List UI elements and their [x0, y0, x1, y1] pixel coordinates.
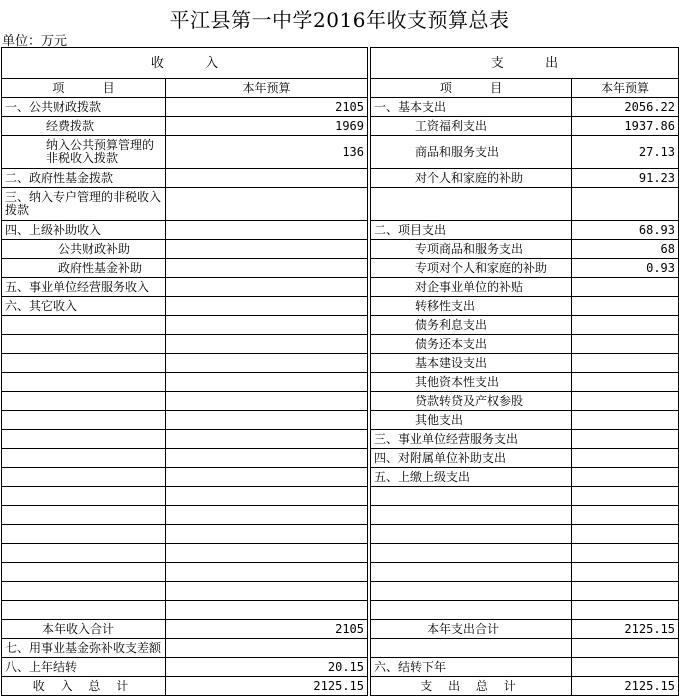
income-budget-header: 本年预算 — [166, 79, 368, 98]
expense-item: 转移性支出 — [371, 297, 572, 316]
income-header: 收 入 — [2, 48, 368, 79]
expense-value: 91.23 — [572, 169, 679, 188]
expense-item: 五、上缴上级支出 — [371, 468, 572, 487]
table-row — [2, 639, 679, 658]
unit-label: 单位：万元 — [2, 34, 68, 49]
expense-value: 2125.15 — [572, 677, 679, 696]
table-row — [2, 373, 679, 392]
expense-item: 贷款转贷及产权参股 — [371, 392, 572, 411]
table-row — [2, 544, 679, 563]
income-value: 1969 — [166, 117, 368, 136]
expense-value — [572, 582, 679, 601]
expense-item: 二、项目支出 — [371, 221, 572, 240]
table-row — [2, 658, 679, 677]
income-value — [166, 411, 368, 430]
income-item — [2, 563, 166, 582]
expense-value — [572, 188, 679, 221]
column-header-row — [2, 79, 679, 98]
income-value: 2125.15 — [166, 677, 368, 696]
expense-item — [371, 582, 572, 601]
expense-value — [572, 297, 679, 316]
expense-item — [371, 601, 572, 620]
expense-item — [371, 563, 572, 582]
page-title: 平江县第一中学2016年收支预算总表 — [169, 8, 510, 32]
table-row — [2, 677, 679, 696]
budget-table — [1, 47, 679, 696]
table-row — [2, 582, 679, 601]
expense-item — [371, 544, 572, 563]
expense-budget-header: 本年预算 — [572, 79, 679, 98]
expense-value — [572, 449, 679, 468]
expense-value — [572, 354, 679, 373]
expense-item: 本年支出合计 — [371, 620, 572, 639]
table-row — [2, 468, 679, 487]
expense-value — [572, 658, 679, 677]
income-item: 纳入公共预算管理的非税收入拨款 — [2, 136, 166, 169]
expense-value: 0.93 — [572, 259, 679, 278]
table-row — [2, 354, 679, 373]
expense-item: 对个人和家庭的补助 — [371, 169, 572, 188]
income-value — [166, 525, 368, 544]
income-value: 136 — [166, 136, 368, 169]
income-item — [2, 544, 166, 563]
expense-value — [572, 563, 679, 582]
expense-item: 工资福利支出 — [371, 117, 572, 136]
table-row — [2, 430, 679, 449]
income-value: 2105 — [166, 620, 368, 639]
income-item: 公共财政补助 — [2, 240, 166, 259]
expense-value — [572, 506, 679, 525]
expense-item: 债务利息支出 — [371, 316, 572, 335]
expense-item: 支 出 总 计 — [371, 677, 572, 696]
table-row — [2, 278, 679, 297]
income-value — [166, 430, 368, 449]
expense-value — [572, 411, 679, 430]
expense-value — [572, 373, 679, 392]
expense-item — [371, 506, 572, 525]
income-value — [166, 639, 368, 658]
income-item: 四、上级补助收入 — [2, 221, 166, 240]
expense-item: 六、结转下年 — [371, 658, 572, 677]
income-item: 六、其它收入 — [2, 297, 166, 316]
table-row — [2, 240, 679, 259]
table-row — [2, 620, 679, 639]
income-item: 收 入 总 计 — [2, 677, 166, 696]
table-row — [2, 506, 679, 525]
expense-item: 对企事业单位的补贴 — [371, 278, 572, 297]
table-row — [2, 601, 679, 620]
income-item — [2, 373, 166, 392]
table-row — [2, 335, 679, 354]
income-value — [166, 468, 368, 487]
expense-value — [572, 392, 679, 411]
expense-value: 2056.22 — [572, 98, 679, 117]
income-value — [166, 373, 368, 392]
table-row — [2, 98, 679, 117]
expense-item: 专项商品和服务支出 — [371, 240, 572, 259]
expense-item — [371, 525, 572, 544]
table-row — [2, 117, 679, 136]
table-row — [2, 188, 679, 221]
table-row — [2, 411, 679, 430]
income-item-header: 项 目 — [2, 79, 166, 98]
expense-header: 支 出 — [371, 48, 679, 79]
income-value — [166, 449, 368, 468]
expense-item: 基本建设支出 — [371, 354, 572, 373]
income-value — [166, 240, 368, 259]
income-item — [2, 335, 166, 354]
expense-value — [572, 639, 679, 658]
table-row — [2, 221, 679, 240]
income-item: 三、纳入专户管理的非税收入拨款 — [2, 188, 166, 221]
table-row — [2, 316, 679, 335]
income-value — [166, 582, 368, 601]
income-value — [166, 169, 368, 188]
income-item: 一、公共财政拨款 — [2, 98, 166, 117]
expense-item: 商品和服务支出 — [371, 136, 572, 169]
income-item: 八、上年结转 — [2, 658, 166, 677]
expense-value — [572, 544, 679, 563]
income-value — [166, 392, 368, 411]
table-row — [2, 487, 679, 506]
expense-value — [572, 316, 679, 335]
expense-item-header: 项 目 — [371, 79, 572, 98]
income-item: 本年收入合计 — [2, 620, 166, 639]
income-value — [166, 188, 368, 221]
expense-value: 68 — [572, 240, 679, 259]
expense-value: 68.93 — [572, 221, 679, 240]
expense-item — [371, 188, 572, 221]
expense-item: 债务还本支出 — [371, 335, 572, 354]
income-value — [166, 297, 368, 316]
expense-value — [572, 468, 679, 487]
income-item: 二、政府性基金拨款 — [2, 169, 166, 188]
expense-item: 专项对个人和家庭的补助 — [371, 259, 572, 278]
table-row — [2, 259, 679, 278]
expense-value — [572, 525, 679, 544]
income-item — [2, 316, 166, 335]
income-value — [166, 354, 368, 373]
expense-value — [572, 487, 679, 506]
expense-value — [572, 430, 679, 449]
table-row — [2, 136, 679, 169]
income-item — [2, 506, 166, 525]
expense-value — [572, 335, 679, 354]
income-value — [166, 278, 368, 297]
income-item — [2, 601, 166, 620]
section-header-row — [2, 48, 679, 79]
income-value: 2105 — [166, 98, 368, 117]
expense-value — [572, 278, 679, 297]
table-row — [2, 449, 679, 468]
expense-item: 四、对附属单位补助支出 — [371, 449, 572, 468]
income-item — [2, 468, 166, 487]
income-value: 20.15 — [166, 658, 368, 677]
income-value — [166, 316, 368, 335]
income-value — [166, 259, 368, 278]
income-item: 五、事业单位经营服务收入 — [2, 278, 166, 297]
income-item — [2, 354, 166, 373]
income-value — [166, 221, 368, 240]
income-item: 七、用事业基金弥补收支差额 — [2, 639, 166, 658]
income-value — [166, 506, 368, 525]
expense-item: 三、事业单位经营服务支出 — [371, 430, 572, 449]
income-item: 经费拨款 — [2, 117, 166, 136]
income-item: 政府性基金补助 — [2, 259, 166, 278]
expense-item: 其他资本性支出 — [371, 373, 572, 392]
income-item — [2, 430, 166, 449]
table-row — [2, 563, 679, 582]
table-row — [2, 392, 679, 411]
expense-item: 一、基本支出 — [371, 98, 572, 117]
income-item — [2, 487, 166, 506]
income-item — [2, 411, 166, 430]
expense-value: 1937.86 — [572, 117, 679, 136]
expense-item — [371, 639, 572, 658]
income-value — [166, 487, 368, 506]
income-value — [166, 544, 368, 563]
income-item — [2, 582, 166, 601]
income-value — [166, 563, 368, 582]
table-row — [2, 525, 679, 544]
income-value — [166, 335, 368, 354]
table-row — [2, 169, 679, 188]
income-item — [2, 449, 166, 468]
expense-value: 27.13 — [572, 136, 679, 169]
expense-item: 其他支出 — [371, 411, 572, 430]
expense-value: 2125.15 — [572, 620, 679, 639]
income-item — [2, 525, 166, 544]
income-item — [2, 392, 166, 411]
income-value — [166, 601, 368, 620]
expense-value — [572, 601, 679, 620]
table-row — [2, 297, 679, 316]
expense-item — [371, 487, 572, 506]
